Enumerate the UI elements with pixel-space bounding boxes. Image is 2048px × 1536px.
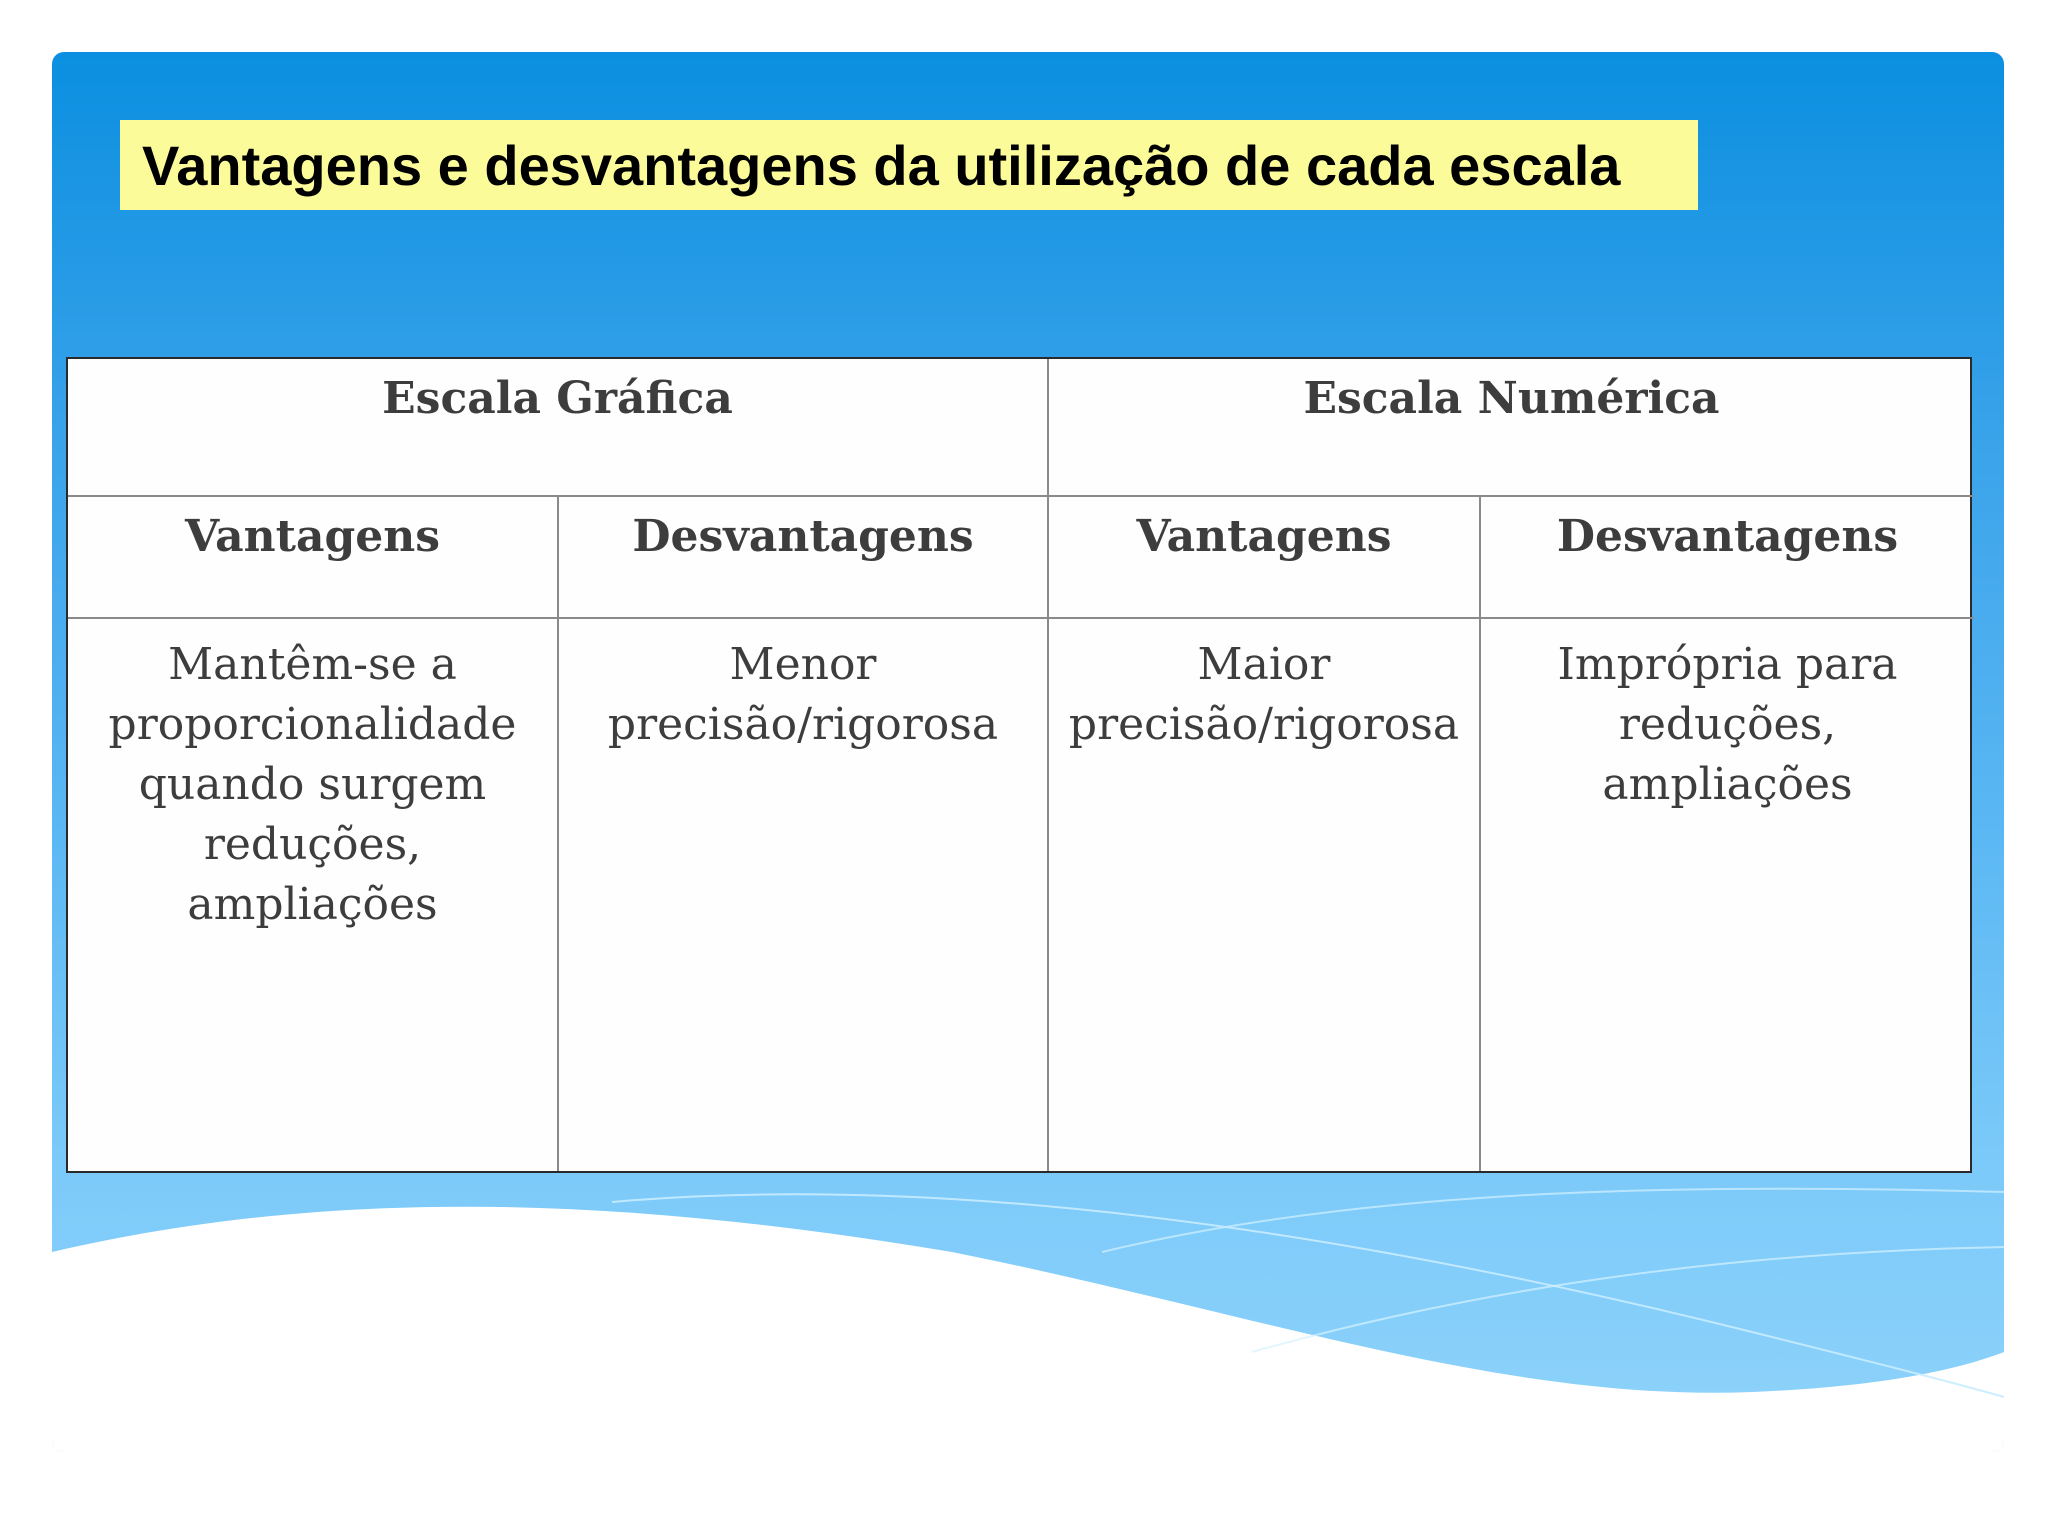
comparison-table: [68, 359, 1974, 1171]
column-header-grafica-desvantagens: Desvantagens: [558, 496, 1048, 618]
cell-numerica-desvantagens: Imprópria para reduções, ampliações: [1480, 618, 1974, 1171]
table-group-header-row: [68, 359, 1974, 496]
comparison-table-wrapper: [66, 357, 1972, 1173]
group-header-escala-grafica: Escala Gráfica: [68, 359, 1048, 496]
column-header-grafica-vantagens: Vantagens: [68, 496, 558, 618]
slide-title: Vantagens e desvantagens da utilização de cada escala: [142, 133, 1621, 197]
column-header-numerica-desvantagens: Desvantagens: [1480, 496, 1974, 618]
title-highlight-box: [120, 120, 1698, 210]
cell-numerica-vantagens: Maior precisão/rigorosa: [1048, 618, 1480, 1171]
group-header-escala-numerica: Escala Numérica: [1048, 359, 1974, 496]
table-row: [68, 618, 1974, 1171]
column-header-numerica-vantagens: Vantagens: [1048, 496, 1480, 618]
cell-grafica-desvantagens: Menor precisão/rigorosa: [558, 618, 1048, 1171]
table-column-header-row: [68, 496, 1974, 618]
cell-grafica-vantagens: Mantêm-se a proporcionalidade quando surgem reduções, ampliações: [68, 618, 558, 1171]
